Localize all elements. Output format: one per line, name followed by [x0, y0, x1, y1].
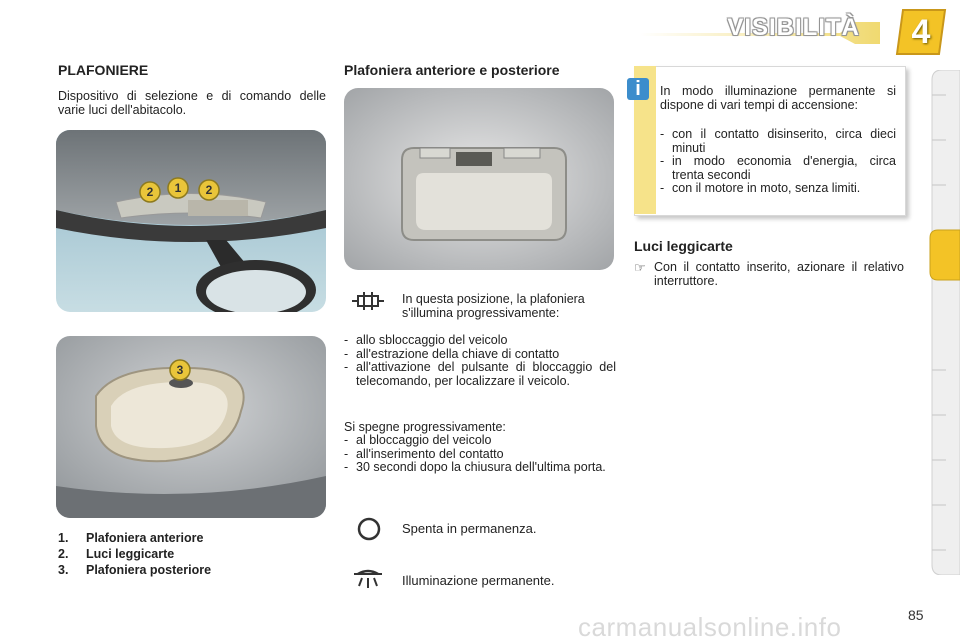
legend-num: 1.: [58, 531, 69, 545]
reading-lights-title: Luci leggicarte: [634, 238, 733, 254]
legend-list: [58, 530, 211, 578]
info-intro: In modo illuminazione permanente si dispone di vari tempi di accensione:: [660, 84, 896, 112]
callout-label-2-left: 2: [146, 185, 154, 199]
off-conditions-list: [342, 434, 616, 475]
list-item: - all'attivazione del pulsante di bloccaggio del telecomando, per localizzare il veicolo.: [342, 361, 616, 388]
legend-label: Luci leggicarte: [86, 547, 175, 561]
info-list: [658, 128, 896, 196]
callout-label-2-right: 2: [205, 183, 213, 197]
door-mode-icon: [350, 290, 386, 312]
legend-label: Plafoniera anteriore: [86, 531, 204, 545]
legend-item: [58, 530, 211, 546]
chapter-title: VISIBILITÀ: [727, 14, 860, 41]
off-mode-icon: [356, 516, 382, 542]
list-item: - con il motore in moto, senza limiti.: [658, 182, 896, 196]
door-mode-text: In questa posizione, la plafoniera s'illumina progressivamente:: [402, 292, 585, 320]
list-item: - 30 secondi dopo la chiusura dell'ultima porta.: [342, 461, 616, 475]
chapter-number: 4: [911, 12, 931, 51]
page-number: 85: [908, 607, 924, 623]
pointing-hand-icon: ☞: [634, 260, 646, 275]
section-title-plafoniere: PLAFONIERE: [58, 62, 149, 78]
info-icon: i: [627, 78, 649, 100]
legend-num: 2.: [58, 547, 69, 561]
list-item: - allo sbloccaggio del veicolo: [342, 334, 616, 348]
legend-label: Plafoniera posteriore: [86, 563, 212, 577]
list-item: - all'estrazione della chiave di contatto: [342, 348, 616, 362]
off-intro: Si spegne progressivamente:: [344, 420, 506, 434]
list-item: - con il contatto disinserito, circa dieci minuti: [658, 128, 896, 155]
list-item: - in modo economia d'energia, circa trenta secondi: [658, 155, 896, 182]
watermark: carmanualsonline.info: [578, 612, 842, 642]
dome-light-photo: [344, 88, 614, 270]
legend-num: 3.: [58, 563, 69, 577]
on-mode-text: Illuminazione permanente.: [402, 573, 555, 588]
intro-text: Dispositivo di selezione e di comando delle varie luci dell'abitacolo.: [58, 89, 326, 117]
legend-item: [58, 562, 211, 578]
on-mode-icon: [350, 566, 386, 594]
front-ceiling-photo: [56, 130, 326, 312]
chapter-side-tabs: [928, 70, 960, 575]
off-mode-text: Spenta in permanenza.: [402, 521, 537, 536]
list-item: - all'inserimento del contatto: [342, 448, 616, 462]
callout-label-1: 1: [174, 181, 182, 195]
section-title-plafoniera-ant-post: Plafoniera anteriore e posteriore: [344, 62, 560, 78]
list-item: - al bloccaggio del veicolo: [342, 434, 616, 448]
callout-label-3: 3: [176, 363, 184, 377]
legend-item: [58, 546, 211, 562]
on-conditions-list: [342, 334, 616, 388]
reading-lights-text: Con il contatto inserito, azionare il relativo interruttore.: [654, 260, 904, 288]
